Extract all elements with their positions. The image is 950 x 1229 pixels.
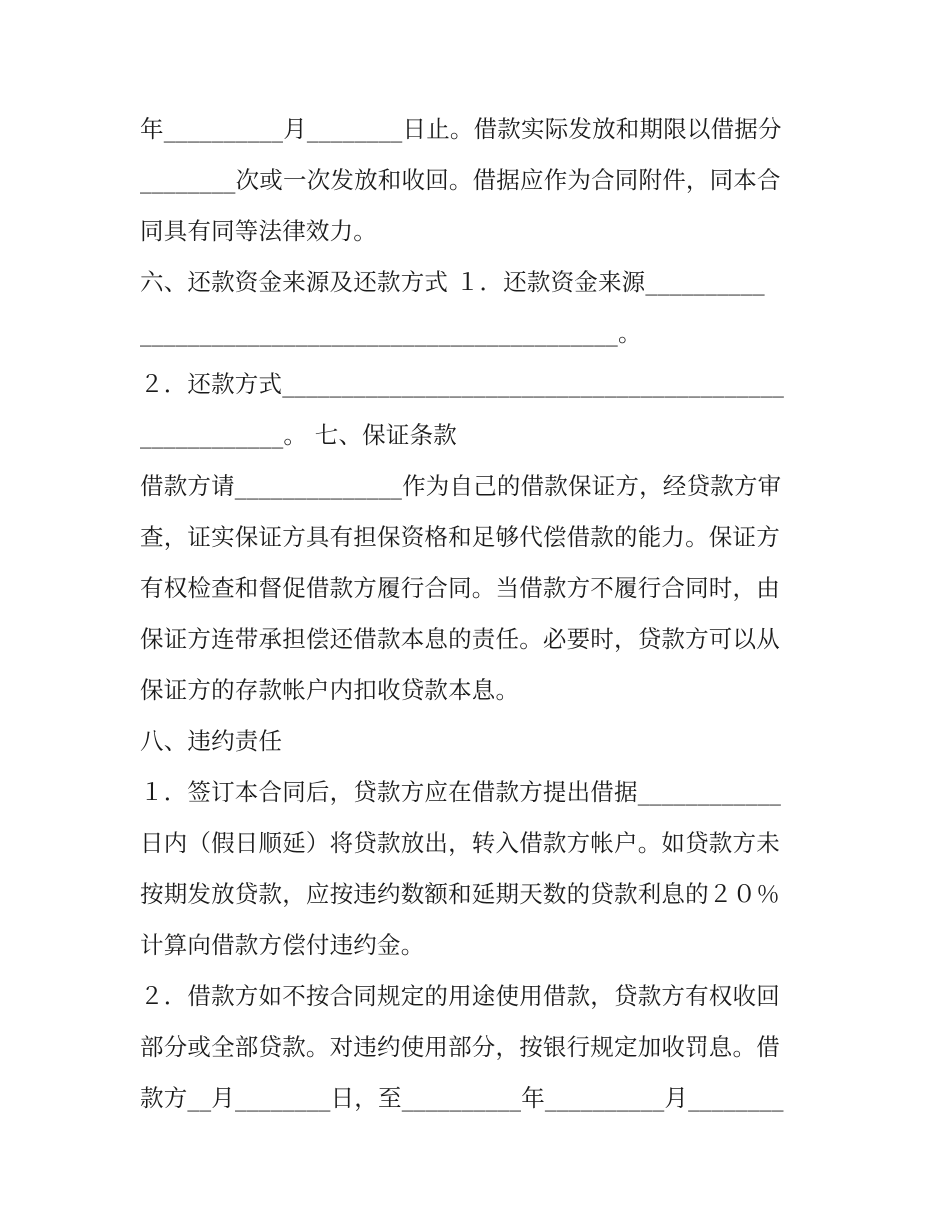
text-line-16: 按期发放贷款，应按违约数额和延期天数的贷款利息的２０％ (140, 880, 780, 908)
text-line-2: ________次或一次发放和收回。借据应作为合同附件，同本合 (140, 166, 781, 194)
text-line-17: 计算向借款方偿付违约金。 (140, 931, 425, 959)
text-line-19: 部分或全部贷款。对违约使用部分，按银行规定加收罚息。借 (140, 1033, 780, 1061)
text-line-3: 同具有同等法律效力。 (140, 217, 377, 245)
text-line-12: 保证方的存款帐户内扣收贷款本息。 (140, 676, 520, 704)
text-line-20: 款方__月________日，至__________年__________月________ (140, 1084, 784, 1112)
text-line-6: ２．还款方式__________________________________________ (140, 370, 785, 398)
text-line-8: 借款方请______________作为自己的借款保证方，经贷款方审 (140, 472, 782, 500)
text-line-1: 年__________月________日止。借款实际发放和期限以借据分 (140, 115, 782, 143)
text-line-9: 查，证实保证方具有担保资格和足够代偿借款的能力。保证方 (140, 523, 780, 551)
document-body (140, 104, 812, 1124)
text-line-15: 日内（假日顺延）将贷款放出，转入借款方帐户。如贷款方未 (140, 829, 780, 857)
text-line-11: 保证方连带承担偿还借款本息的责任。必要时，贷款方可以从 (140, 625, 780, 653)
text-line-5: ________________________________________。 (140, 319, 642, 347)
text-line-10: 有权检查和督促借款方履行合同。当借款方不履行合同时，由 (140, 574, 780, 602)
text-line-14: １．签订本合同后，贷款方应在借款方提出借据____________ (140, 778, 782, 806)
section-6-heading: 六、还款资金来源及还款方式 １．还款资金来源__________ (140, 268, 765, 296)
text-line-18: ２．借款方如不按合同规定的用途使用借款，贷款方有权收回 (140, 982, 780, 1010)
section-7-heading: ____________。 七、保证条款 (140, 421, 457, 449)
section-8-heading: 八、违约责任 (140, 727, 283, 755)
